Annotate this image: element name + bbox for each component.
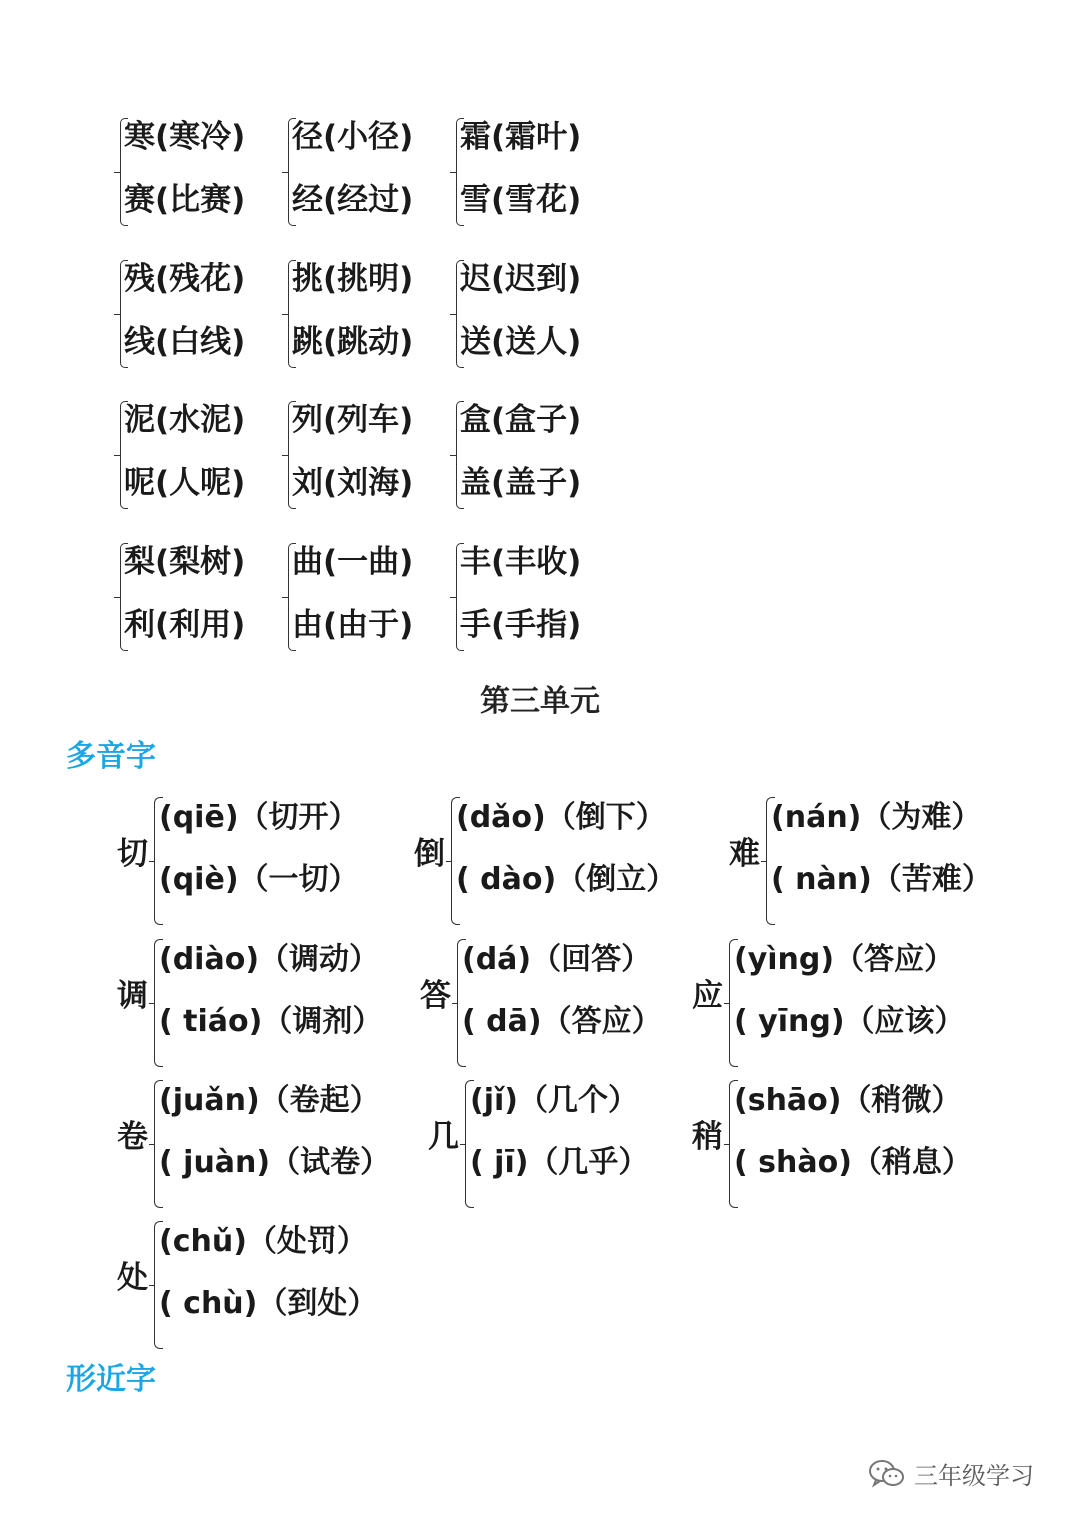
polyphonic-char: 答 (420, 978, 451, 1014)
reading-line: ( tiáo)（调剂） (159, 1004, 383, 1039)
pair-group (288, 260, 438, 368)
pair-line: 径(小径) (292, 119, 414, 155)
pair-line: 盒(盒子) (460, 402, 582, 438)
polyphonic-char: 处 (117, 1260, 148, 1296)
reading-line: ( dào)（倒立） (456, 862, 677, 897)
watermark-text: 三年级学习 (914, 1462, 1034, 1490)
reading-line: (dá)（回答） (462, 942, 652, 977)
section-heading-similar: 形近字 (66, 1362, 156, 1397)
pair-line: 手(手指) (460, 607, 582, 643)
reading-line: (juǎn)（卷起） (159, 1083, 380, 1118)
pair-line: 线(白线) (124, 324, 246, 360)
polyphonic-char: 调 (117, 978, 148, 1014)
pair-line: 迟(迟到) (460, 261, 582, 297)
unit-title: 第三单元 (480, 684, 600, 719)
polyphonic-char: 难 (729, 836, 760, 872)
pair-group (120, 401, 270, 509)
polyphonic-char: 倒 (414, 836, 445, 872)
reading-line: ( juàn)（试卷） (159, 1145, 391, 1180)
pair-line: 跳(跳动) (292, 324, 414, 360)
pair-line: 由(由于) (292, 607, 414, 643)
pair-line: 残(残花) (124, 261, 246, 297)
reading-line: (jǐ)（几个） (470, 1083, 638, 1118)
reading-line: ( yīng)（应该） (734, 1004, 965, 1039)
polyphonic-char: 几 (428, 1119, 459, 1155)
reading-line: (nán)（为难） (771, 800, 982, 835)
reading-line: ( jī)（几乎） (470, 1145, 649, 1180)
pair-line: 送(送人) (460, 324, 582, 360)
reading-line: (qiē)（切开） (159, 800, 359, 835)
pair-line: 雪(雪花) (460, 182, 582, 218)
reading-line: ( chù)（到处） (159, 1286, 378, 1321)
reading-line: (yìng)（答应） (734, 942, 955, 977)
pair-line: 利(利用) (124, 607, 246, 643)
pair-line: 挑(挑明) (292, 261, 414, 297)
pair-line: 赛(比赛) (124, 182, 246, 218)
pair-line: 霜(霜叶) (460, 119, 582, 155)
pair-line: 盖(盖子) (460, 465, 582, 501)
pair-line: 丰(丰收) (460, 544, 582, 580)
reading-line: (diào)（调动） (159, 942, 380, 977)
pair-group (120, 118, 270, 226)
pair-line: 曲(一曲) (292, 544, 414, 580)
pair-line: 寒(寒冷) (124, 119, 246, 155)
reading-line: ( shào)（稍息） (734, 1145, 972, 1180)
pair-line: 呢(人呢) (124, 465, 246, 501)
pair-group (288, 118, 438, 226)
pair-group (120, 543, 270, 651)
pair-group (456, 118, 606, 226)
pair-group (288, 401, 438, 509)
pair-line: 刘(刘海) (292, 465, 414, 501)
pair-group (120, 260, 270, 368)
reading-line: (qiè)（一切） (159, 862, 359, 897)
pair-group (288, 543, 438, 651)
polyphonic-char: 卷 (117, 1119, 148, 1155)
section-heading-polyphonic: 多音字 (66, 739, 156, 774)
pair-group (456, 401, 606, 509)
pair-line: 经(经过) (292, 182, 414, 218)
pair-group (456, 543, 606, 651)
reading-line: (shāo)（稍微） (734, 1083, 962, 1118)
reading-line: ( nàn)（苦难） (771, 862, 992, 897)
pair-group (456, 260, 606, 368)
pair-line: 梨(梨树) (124, 544, 246, 580)
reading-line: ( dā)（答应） (462, 1004, 662, 1039)
reading-line: (dǎo)（倒下） (456, 800, 666, 835)
pair-line: 泥(水泥) (124, 402, 246, 438)
polyphonic-char: 切 (117, 836, 148, 872)
polyphonic-char: 稍 (692, 1119, 723, 1155)
reading-line: (chǔ)（处罚） (159, 1224, 367, 1259)
wechat-icon (868, 1459, 906, 1489)
pair-line: 列(列车) (292, 402, 414, 438)
watermark (868, 1456, 1034, 1491)
polyphonic-char: 应 (692, 978, 723, 1014)
